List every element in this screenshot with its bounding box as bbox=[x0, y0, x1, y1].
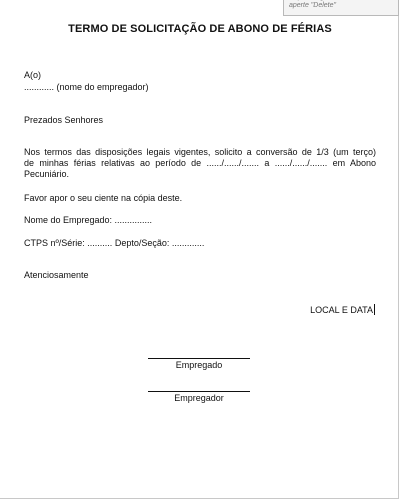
body-line-3: Pecuniário. bbox=[24, 169, 70, 179]
employer-signature-line bbox=[148, 391, 250, 392]
body-paragraph[interactable] bbox=[24, 147, 376, 180]
body-line-1: Nos termos das disposições legais vigentes, solicito a conversão de 1/3 (um terço) bbox=[24, 147, 376, 157]
acknowledge-request[interactable]: Favor apor o seu ciente na cópia deste. bbox=[24, 193, 183, 203]
employee-signature-line bbox=[148, 358, 250, 359]
greeting[interactable]: Prezados Senhores bbox=[24, 115, 104, 125]
recipient-label[interactable]: A(o) bbox=[24, 70, 42, 80]
document-title: TERMO DE SOLICITAÇÃO DE ABONO DE FÉRIAS bbox=[68, 23, 332, 35]
place-date-text: LOCAL E DATA bbox=[310, 305, 373, 315]
ctps-department-field[interactable]: CTPS nº/Série: .......... Depto/Seção: ............. bbox=[24, 238, 205, 248]
text-cursor bbox=[374, 304, 375, 315]
place-date[interactable] bbox=[310, 304, 375, 315]
employee-name-field[interactable]: Nome do Empregado: ............... bbox=[24, 215, 153, 225]
hint-line-2: aperte "Delete" bbox=[289, 2, 336, 9]
hint-tooltip bbox=[283, 0, 399, 16]
body-line-2: de minhas férias relativas ao período de ....../....../....... a ....../....../....... em Abono bbox=[24, 158, 376, 168]
employer-signature-label[interactable]: Empregador bbox=[174, 393, 224, 403]
employee-signature-label[interactable]: Empregado bbox=[175, 360, 223, 370]
recipient-name[interactable]: ............ (nome do empregador) bbox=[24, 82, 149, 92]
closing[interactable]: Atenciosamente bbox=[24, 270, 89, 280]
